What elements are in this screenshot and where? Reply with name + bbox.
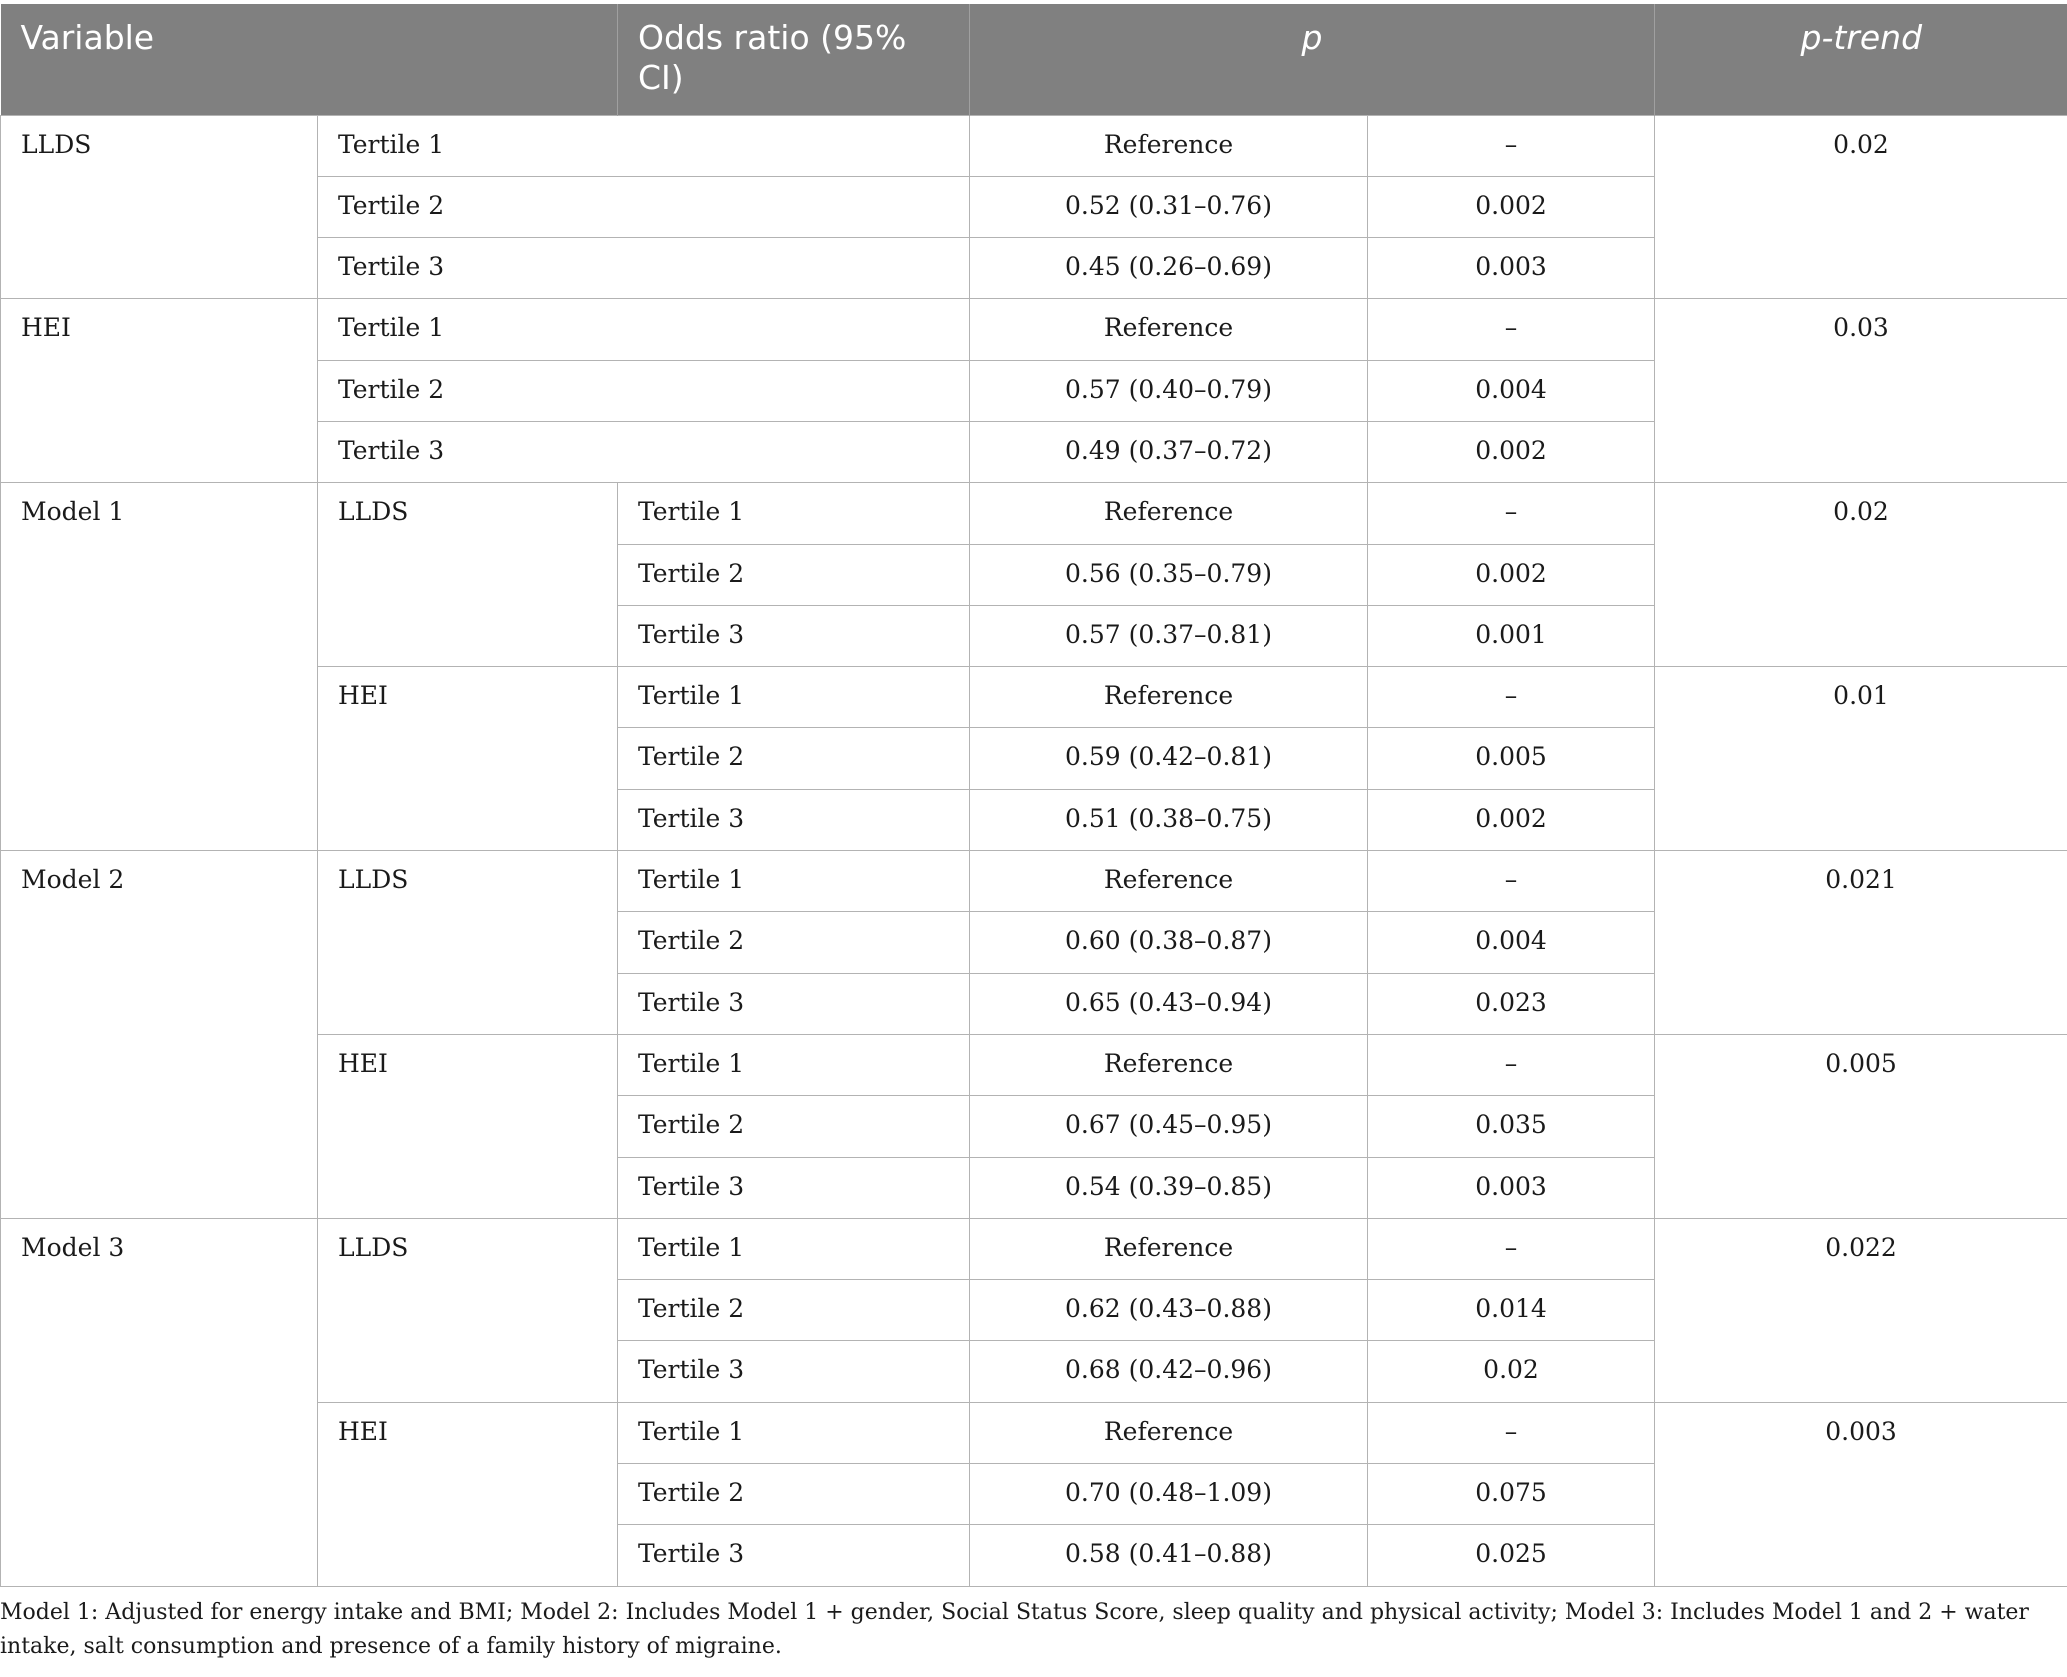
- p-value-cell: 0.005: [1368, 728, 1655, 789]
- p-trend-cell: 0.022: [1655, 1218, 2067, 1402]
- odds-ratio-cell: Reference: [970, 115, 1368, 176]
- odds-ratio-cell: Reference: [970, 667, 1368, 728]
- header-p: p: [970, 4, 1655, 115]
- p-trend-cell: 0.02: [1655, 483, 2067, 667]
- p-value-cell: 0.004: [1368, 912, 1655, 973]
- p-value-cell: –: [1368, 299, 1655, 360]
- subgroup-label: LLDS: [318, 483, 618, 667]
- tertile-cell: Tertile 1: [618, 851, 970, 912]
- odds-ratio-cell: Reference: [970, 299, 1368, 360]
- odds-ratio-cell: 0.68 (0.42–0.96): [970, 1341, 1368, 1402]
- odds-ratio-cell: 0.57 (0.40–0.79): [970, 360, 1368, 421]
- tertile-cell: Tertile 3: [318, 238, 970, 299]
- odds-ratio-cell: Reference: [970, 1218, 1368, 1279]
- table-row: [1, 851, 2067, 912]
- odds-ratio-cell: Reference: [970, 1034, 1368, 1095]
- odds-ratio-cell: 0.58 (0.41–0.88): [970, 1525, 1368, 1586]
- table-row: [1, 299, 2067, 360]
- model-label: Model 2: [1, 851, 318, 1219]
- tertile-cell: Tertile 1: [618, 1402, 970, 1463]
- tertile-cell: Tertile 1: [618, 1218, 970, 1279]
- header-p-trend: p-trend: [1655, 4, 2067, 115]
- odds-ratio-cell: Reference: [970, 851, 1368, 912]
- odds-ratio-cell: 0.65 (0.43–0.94): [970, 973, 1368, 1034]
- header-variable: Variable: [1, 4, 618, 115]
- odds-ratio-cell: 0.49 (0.37–0.72): [970, 421, 1368, 482]
- subgroup-label: HEI: [318, 1402, 618, 1586]
- p-value-cell: 0.02: [1368, 1341, 1655, 1402]
- tertile-cell: Tertile 3: [618, 789, 970, 850]
- tertile-cell: Tertile 3: [618, 605, 970, 666]
- odds-ratio-cell: Reference: [970, 1402, 1368, 1463]
- odds-ratio-cell: 0.60 (0.38–0.87): [970, 912, 1368, 973]
- tertile-cell: Tertile 2: [618, 1464, 970, 1525]
- tertile-cell: Tertile 2: [618, 728, 970, 789]
- table-row: [1, 483, 2067, 544]
- tertile-cell: Tertile 2: [618, 912, 970, 973]
- results-table: [0, 4, 2067, 1587]
- odds-ratio-cell: 0.45 (0.26–0.69): [970, 238, 1368, 299]
- p-value-cell: 0.003: [1368, 238, 1655, 299]
- model-label: Model 1: [1, 483, 318, 851]
- table-body: [1, 115, 2067, 1586]
- tertile-cell: Tertile 3: [618, 1525, 970, 1586]
- odds-ratio-cell: 0.57 (0.37–0.81): [970, 605, 1368, 666]
- row-group-label: LLDS: [1, 115, 318, 299]
- odds-ratio-cell: 0.52 (0.31–0.76): [970, 176, 1368, 237]
- subgroup-label: HEI: [318, 667, 618, 851]
- table-row: [1, 115, 2067, 176]
- p-value-cell: 0.002: [1368, 421, 1655, 482]
- tertile-cell: Tertile 3: [618, 1157, 970, 1218]
- p-value-cell: –: [1368, 667, 1655, 728]
- p-trend-cell: 0.03: [1655, 299, 2067, 483]
- p-value-cell: 0.025: [1368, 1525, 1655, 1586]
- odds-ratio-cell: 0.67 (0.45–0.95): [970, 1096, 1368, 1157]
- tertile-cell: Tertile 3: [318, 421, 970, 482]
- model-label: Model 3: [1, 1218, 318, 1586]
- odds-ratio-cell: 0.51 (0.38–0.75): [970, 789, 1368, 850]
- p-value-cell: 0.023: [1368, 973, 1655, 1034]
- p-trend-cell: 0.02: [1655, 115, 2067, 299]
- header-odds-ratio: Odds ratio (95% CI): [618, 4, 970, 115]
- p-value-cell: –: [1368, 1218, 1655, 1279]
- p-trend-cell: 0.005: [1655, 1034, 2067, 1218]
- table-footnote: Model 1: Adjusted for energy intake and BMI; Model 2: Includes Model 1 + gender, Social Status Score, sleep quality and physical activity; Model 3: Includes Model 1 and 2 + water intake, salt consumption and presence of a family history of migraine.: [0, 1600, 2029, 1659]
- table-header: [1, 4, 2067, 115]
- p-value-cell: –: [1368, 115, 1655, 176]
- p-value-cell: –: [1368, 1402, 1655, 1463]
- p-trend-cell: 0.003: [1655, 1402, 2067, 1586]
- p-value-cell: 0.004: [1368, 360, 1655, 421]
- subgroup-label: HEI: [318, 1034, 618, 1218]
- p-value-cell: 0.002: [1368, 176, 1655, 237]
- p-value-cell: 0.075: [1368, 1464, 1655, 1525]
- subgroup-label: LLDS: [318, 1218, 618, 1402]
- p-value-cell: 0.014: [1368, 1280, 1655, 1341]
- tertile-cell: Tertile 2: [618, 544, 970, 605]
- odds-ratio-cell: 0.62 (0.43–0.88): [970, 1280, 1368, 1341]
- tertile-cell: Tertile 2: [318, 176, 970, 237]
- tertile-cell: Tertile 3: [618, 1341, 970, 1402]
- p-value-cell: –: [1368, 483, 1655, 544]
- p-trend-cell: 0.021: [1655, 851, 2067, 1035]
- odds-ratio-cell: 0.59 (0.42–0.81): [970, 728, 1368, 789]
- p-value-cell: –: [1368, 1034, 1655, 1095]
- table-row: [1, 1218, 2067, 1279]
- p-value-cell: 0.002: [1368, 544, 1655, 605]
- tertile-cell: Tertile 1: [618, 667, 970, 728]
- tertile-cell: Tertile 1: [618, 483, 970, 544]
- odds-ratio-cell: Reference: [970, 483, 1368, 544]
- p-value-cell: 0.002: [1368, 789, 1655, 850]
- p-value-cell: 0.035: [1368, 1096, 1655, 1157]
- tertile-cell: Tertile 2: [318, 360, 970, 421]
- tertile-cell: Tertile 1: [318, 115, 970, 176]
- odds-ratio-cell: 0.56 (0.35–0.79): [970, 544, 1368, 605]
- tertile-cell: Tertile 1: [618, 1034, 970, 1095]
- p-value-cell: 0.003: [1368, 1157, 1655, 1218]
- tertile-cell: Tertile 2: [618, 1280, 970, 1341]
- p-value-cell: –: [1368, 851, 1655, 912]
- odds-ratio-cell: 0.54 (0.39–0.85): [970, 1157, 1368, 1218]
- tertile-cell: Tertile 3: [618, 973, 970, 1034]
- tertile-cell: Tertile 1: [318, 299, 970, 360]
- odds-ratio-cell: 0.70 (0.48–1.09): [970, 1464, 1368, 1525]
- p-value-cell: 0.001: [1368, 605, 1655, 666]
- p-trend-cell: 0.01: [1655, 667, 2067, 851]
- subgroup-label: LLDS: [318, 851, 618, 1035]
- row-group-label: HEI: [1, 299, 318, 483]
- tertile-cell: Tertile 2: [618, 1096, 970, 1157]
